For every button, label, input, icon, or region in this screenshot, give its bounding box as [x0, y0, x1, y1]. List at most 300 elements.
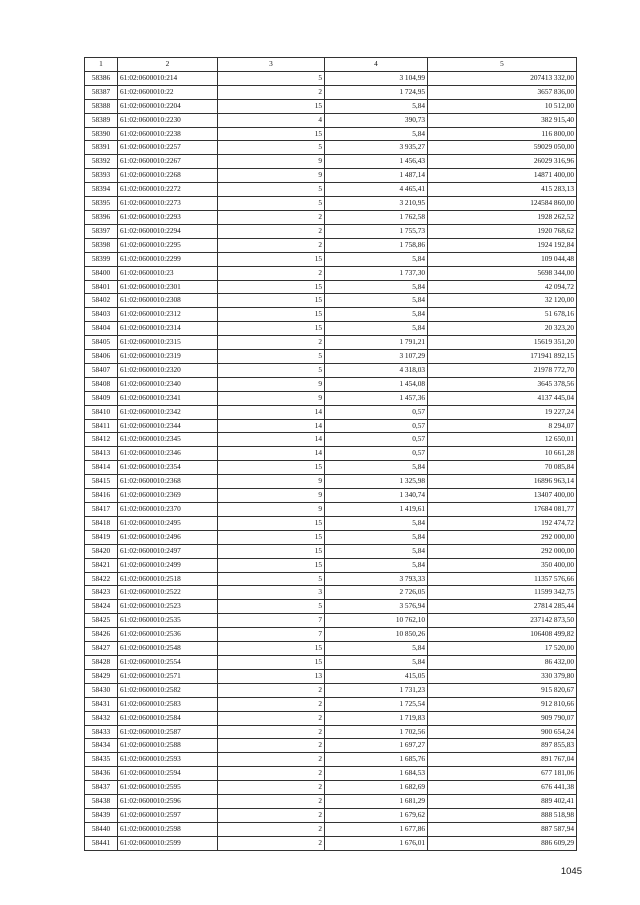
table-row [85, 308, 577, 322]
table-cell-col-4: 5,84 [325, 642, 428, 656]
table-cell-col-5: 415 283,13 [428, 183, 577, 197]
table-cell-col-5: 14871 400,00 [428, 169, 577, 183]
table-cell-col-1: 58395 [85, 197, 118, 211]
table-row [85, 475, 577, 489]
table-row [85, 224, 577, 238]
table-cell-col-4: 1 340,74 [325, 489, 428, 503]
table-cell-col-5: 1924 192,84 [428, 238, 577, 252]
table-cell-col-4: 3 935,27 [325, 141, 428, 155]
table-cell-col-3: 15 [218, 280, 325, 294]
table-cell-col-4: 10 762,10 [325, 614, 428, 628]
table-cell-col-2: 61:02:0600010:2594 [118, 767, 218, 781]
table-cell-col-5: 51 678,16 [428, 308, 577, 322]
table-cell-col-3: 15 [218, 655, 325, 669]
table-cell-col-2: 61:02:0600010:2267 [118, 155, 218, 169]
table-cell-col-1: 58403 [85, 308, 118, 322]
table-row [85, 169, 577, 183]
table-cell-col-5: 27814 285,44 [428, 600, 577, 614]
table-cell-col-2: 61:02:0600010:2294 [118, 224, 218, 238]
table-cell-col-3: 5 [218, 197, 325, 211]
column-header-2: 2 [118, 58, 218, 72]
table-row [85, 822, 577, 836]
table-row [85, 642, 577, 656]
table-cell-col-2: 61:02:0600010:2582 [118, 683, 218, 697]
table-cell-col-3: 2 [218, 210, 325, 224]
table-row [85, 141, 577, 155]
table-row [85, 447, 577, 461]
table-row [85, 739, 577, 753]
table-cell-col-3: 9 [218, 391, 325, 405]
table-cell-col-1: 58405 [85, 336, 118, 350]
table-cell-col-2: 61:02:0600010:2315 [118, 336, 218, 350]
table-cell-col-5: 3657 836,00 [428, 85, 577, 99]
table-cell-col-5: 912 810,66 [428, 697, 577, 711]
column-header-5: 5 [428, 58, 577, 72]
table-cell-col-5: 889 402,41 [428, 795, 577, 809]
table-row [85, 669, 577, 683]
table-cell-col-4: 5,84 [325, 294, 428, 308]
table-cell-col-4: 1 731,23 [325, 683, 428, 697]
table-cell-col-3: 9 [218, 475, 325, 489]
table-cell-col-2: 61:02:0600010:2268 [118, 169, 218, 183]
table-cell-col-5: 5698 344,00 [428, 266, 577, 280]
table-cell-col-4: 3 104,99 [325, 71, 428, 85]
table-cell-col-1: 58393 [85, 169, 118, 183]
table-cell-col-1: 58440 [85, 822, 118, 836]
table-cell-col-4: 1 762,58 [325, 210, 428, 224]
table-cell-col-3: 14 [218, 433, 325, 447]
table-row [85, 711, 577, 725]
table-cell-col-1: 58437 [85, 781, 118, 795]
table-cell-col-2: 61:02:0600010:2340 [118, 377, 218, 391]
table-cell-col-2: 61:02:0600010:2312 [118, 308, 218, 322]
table-cell-col-4: 10 850,26 [325, 628, 428, 642]
table-cell-col-4: 0,57 [325, 433, 428, 447]
table-cell-col-1: 58392 [85, 155, 118, 169]
table-cell-col-1: 58402 [85, 294, 118, 308]
table-cell-col-5: 42 094,72 [428, 280, 577, 294]
table-cell-col-1: 58394 [85, 183, 118, 197]
table-cell-col-5: 17 520,00 [428, 642, 577, 656]
table-cell-col-2: 61:02:0600010:2238 [118, 127, 218, 141]
table-cell-col-5: 116 800,00 [428, 127, 577, 141]
table-cell-col-2: 61:02:0600010:2368 [118, 475, 218, 489]
table-cell-col-5: 350 400,00 [428, 558, 577, 572]
table-row [85, 697, 577, 711]
table-cell-col-1: 58426 [85, 628, 118, 642]
table-cell-col-5: 237142 873,50 [428, 614, 577, 628]
table-cell-col-4: 1 487,14 [325, 169, 428, 183]
table-cell-col-1: 58396 [85, 210, 118, 224]
table-cell-col-4: 0,57 [325, 447, 428, 461]
table-cell-col-2: 61:02:0600010:2554 [118, 655, 218, 669]
table-cell-col-5: 20 323,20 [428, 322, 577, 336]
table-row [85, 127, 577, 141]
table-cell-col-1: 58441 [85, 836, 118, 850]
table-cell-col-3: 15 [218, 516, 325, 530]
table-cell-col-4: 4 465,41 [325, 183, 428, 197]
table-cell-col-5: 887 587,94 [428, 822, 577, 836]
table-cell-col-5: 1928 262,52 [428, 210, 577, 224]
table-cell-col-1: 58429 [85, 669, 118, 683]
table-cell-col-1: 58397 [85, 224, 118, 238]
table-cell-col-1: 58412 [85, 433, 118, 447]
table-row [85, 781, 577, 795]
table-cell-col-3: 15 [218, 530, 325, 544]
table-cell-col-4: 3 107,29 [325, 350, 428, 364]
table-cell-col-4: 1 719,83 [325, 711, 428, 725]
table-cell-col-3: 2 [218, 697, 325, 711]
table-row [85, 433, 577, 447]
table-cell-col-4: 5,84 [325, 322, 428, 336]
table-cell-col-4: 1 682,69 [325, 781, 428, 795]
table-cell-col-3: 2 [218, 836, 325, 850]
table-cell-col-4: 1 677,86 [325, 822, 428, 836]
table-cell-col-2: 61:02:0600010:2584 [118, 711, 218, 725]
table-cell-col-3: 2 [218, 781, 325, 795]
table-cell-col-4: 4 318,03 [325, 363, 428, 377]
table-cell-col-1: 58406 [85, 350, 118, 364]
table-cell-col-2: 61:02:0600010:2370 [118, 503, 218, 517]
table-cell-col-2: 61:02:0600010:2344 [118, 419, 218, 433]
table-row [85, 767, 577, 781]
table-cell-col-2: 61:02:0600010:2342 [118, 405, 218, 419]
table-cell-col-1: 58420 [85, 544, 118, 558]
table-cell-col-1: 58436 [85, 767, 118, 781]
table-cell-col-2: 61:02:0600010:2587 [118, 725, 218, 739]
table-cell-col-1: 58401 [85, 280, 118, 294]
table-cell-col-3: 2 [218, 683, 325, 697]
table-cell-col-3: 15 [218, 99, 325, 113]
table-cell-col-3: 5 [218, 572, 325, 586]
table-cell-col-5: 70 085,84 [428, 461, 577, 475]
table-cell-col-2: 61:02:0600010:2597 [118, 808, 218, 822]
table-cell-col-3: 15 [218, 294, 325, 308]
table-cell-col-3: 13 [218, 669, 325, 683]
table-cell-col-4: 1 684,53 [325, 767, 428, 781]
table-cell-col-5: 19 227,24 [428, 405, 577, 419]
table-cell-col-3: 3 [218, 586, 325, 600]
table-cell-col-2: 61:02:0600010:2295 [118, 238, 218, 252]
table-cell-col-2: 61:02:0600010:2257 [118, 141, 218, 155]
table-cell-col-2: 61:02:0600010:2588 [118, 739, 218, 753]
table-cell-col-3: 9 [218, 169, 325, 183]
table-cell-col-3: 15 [218, 642, 325, 656]
table-row [85, 155, 577, 169]
table-row [85, 572, 577, 586]
table-cell-col-5: 21978 772,70 [428, 363, 577, 377]
table-cell-col-1: 58433 [85, 725, 118, 739]
table-row [85, 266, 577, 280]
table-cell-col-4: 415,05 [325, 669, 428, 683]
table-cell-col-1: 58421 [85, 558, 118, 572]
table-row [85, 808, 577, 822]
table-cell-col-5: 3645 378,56 [428, 377, 577, 391]
column-header-3: 3 [218, 58, 325, 72]
table-cell-col-1: 58388 [85, 99, 118, 113]
table-cell-col-2: 61:02:0600010:2314 [118, 322, 218, 336]
table-row [85, 683, 577, 697]
table-cell-col-5: 32 120,00 [428, 294, 577, 308]
table-row [85, 503, 577, 517]
table-cell-col-5: 16896 963,14 [428, 475, 577, 489]
table-row [85, 336, 577, 350]
table-cell-col-4: 3 576,94 [325, 600, 428, 614]
table-cell-col-2: 61:02:0600010:2571 [118, 669, 218, 683]
table-cell-col-5: 11599 342,75 [428, 586, 577, 600]
table-cell-col-5: 59029 050,00 [428, 141, 577, 155]
table-cell-col-2: 61:02:0600010:2536 [118, 628, 218, 642]
table-cell-col-3: 2 [218, 224, 325, 238]
table-cell-col-5: 12 650,01 [428, 433, 577, 447]
table-cell-col-5: 676 441,38 [428, 781, 577, 795]
table-cell-col-5: 292 000,00 [428, 544, 577, 558]
table-cell-col-5: 207413 332,00 [428, 71, 577, 85]
table-cell-col-1: 58408 [85, 377, 118, 391]
table-row [85, 530, 577, 544]
table-row [85, 405, 577, 419]
table-row [85, 280, 577, 294]
table-cell-col-4: 5,84 [325, 558, 428, 572]
table-cell-col-2: 61:02:0600010:2369 [118, 489, 218, 503]
table-cell-col-3: 7 [218, 614, 325, 628]
table-cell-col-2: 61:02:0600010:2341 [118, 391, 218, 405]
table-cell-col-5: 86 432,00 [428, 655, 577, 669]
table-cell-col-1: 58411 [85, 419, 118, 433]
table-cell-col-4: 5,84 [325, 99, 428, 113]
table-row [85, 252, 577, 266]
table-cell-col-2: 61:02:0600010:2301 [118, 280, 218, 294]
table-cell-col-1: 58391 [85, 141, 118, 155]
table-row [85, 836, 577, 850]
data-table [84, 57, 577, 851]
table-cell-col-3: 2 [218, 822, 325, 836]
table-cell-col-2: 61:02:0600010:22 [118, 85, 218, 99]
table-cell-col-3: 2 [218, 85, 325, 99]
table-cell-col-4: 5,84 [325, 544, 428, 558]
table-cell-col-4: 1 725,54 [325, 697, 428, 711]
table-cell-col-3: 9 [218, 503, 325, 517]
table-cell-col-3: 9 [218, 489, 325, 503]
table-cell-col-5: 292 000,00 [428, 530, 577, 544]
table-cell-col-1: 58439 [85, 808, 118, 822]
table-cell-col-4: 1 456,43 [325, 155, 428, 169]
table-cell-col-4: 1 758,86 [325, 238, 428, 252]
table-cell-col-5: 10 661,28 [428, 447, 577, 461]
column-header-4: 4 [325, 58, 428, 72]
table-cell-col-4: 5,84 [325, 461, 428, 475]
table-cell-col-4: 0,57 [325, 419, 428, 433]
table-row [85, 461, 577, 475]
table-cell-col-2: 61:02:0600010:2522 [118, 586, 218, 600]
table-cell-col-1: 58407 [85, 363, 118, 377]
table-cell-col-4: 1 676,01 [325, 836, 428, 850]
table-cell-col-2: 61:02:0600010:2272 [118, 183, 218, 197]
table-row [85, 655, 577, 669]
table-row [85, 419, 577, 433]
table-cell-col-3: 2 [218, 238, 325, 252]
table-body [85, 71, 577, 850]
table-cell-col-2: 61:02:0600010:2320 [118, 363, 218, 377]
table-cell-col-4: 1 685,76 [325, 753, 428, 767]
table-cell-col-5: 897 855,83 [428, 739, 577, 753]
table-cell-col-1: 58430 [85, 683, 118, 697]
table-cell-col-1: 58413 [85, 447, 118, 461]
table-cell-col-4: 5,84 [325, 280, 428, 294]
table-cell-col-2: 61:02:0600010:214 [118, 71, 218, 85]
table-cell-col-4: 5,84 [325, 655, 428, 669]
table-cell-col-4: 1 681,29 [325, 795, 428, 809]
table-cell-col-3: 5 [218, 71, 325, 85]
table-cell-col-3: 5 [218, 183, 325, 197]
table-cell-col-5: 900 654,24 [428, 725, 577, 739]
column-header-1: 1 [85, 58, 118, 72]
table-cell-col-1: 58424 [85, 600, 118, 614]
table-cell-col-3: 15 [218, 127, 325, 141]
table-cell-col-3: 2 [218, 808, 325, 822]
table-cell-col-2: 61:02:0600010:2293 [118, 210, 218, 224]
table-cell-col-5: 10 512,00 [428, 99, 577, 113]
table-cell-col-2: 61:02:0600010:2523 [118, 600, 218, 614]
table-cell-col-3: 2 [218, 336, 325, 350]
table-cell-col-4: 5,84 [325, 516, 428, 530]
table-cell-col-2: 61:02:0600010:2595 [118, 781, 218, 795]
table-cell-col-4: 1 697,27 [325, 739, 428, 753]
table-cell-col-4: 1 454,08 [325, 377, 428, 391]
table-cell-col-2: 61:02:0600010:2346 [118, 447, 218, 461]
table-cell-col-3: 5 [218, 600, 325, 614]
table-cell-col-1: 58418 [85, 516, 118, 530]
table-cell-col-4: 3 210,95 [325, 197, 428, 211]
table-cell-col-3: 15 [218, 322, 325, 336]
table-cell-col-4: 5,84 [325, 530, 428, 544]
table-cell-col-3: 2 [218, 767, 325, 781]
table-cell-col-5: 4137 445,04 [428, 391, 577, 405]
table-cell-col-2: 61:02:0600010:2204 [118, 99, 218, 113]
table-cell-col-4: 5,84 [325, 308, 428, 322]
header-row [85, 58, 577, 72]
table-cell-col-2: 61:02:0600010:2548 [118, 642, 218, 656]
table-row [85, 99, 577, 113]
table-row [85, 586, 577, 600]
table-cell-col-1: 58415 [85, 475, 118, 489]
table-row [85, 183, 577, 197]
table-cell-col-3: 2 [218, 753, 325, 767]
table-cell-col-5: 26029 316,96 [428, 155, 577, 169]
table-cell-col-2: 61:02:0600010:2497 [118, 544, 218, 558]
table-row [85, 197, 577, 211]
table-cell-col-2: 61:02:0600010:2518 [118, 572, 218, 586]
table-cell-col-3: 5 [218, 141, 325, 155]
table-cell-col-1: 58438 [85, 795, 118, 809]
table-cell-col-2: 61:02:0600010:2598 [118, 822, 218, 836]
table-cell-col-5: 109 044,48 [428, 252, 577, 266]
table-cell-col-3: 4 [218, 113, 325, 127]
table-row [85, 753, 577, 767]
table-cell-col-3: 14 [218, 405, 325, 419]
table-cell-col-5: 192 474,72 [428, 516, 577, 530]
table-row [85, 391, 577, 405]
table-cell-col-2: 61:02:0600010:2319 [118, 350, 218, 364]
table-cell-col-2: 61:02:0600010:2496 [118, 530, 218, 544]
table-cell-col-4: 1 679,62 [325, 808, 428, 822]
table-cell-col-3: 2 [218, 795, 325, 809]
table-cell-col-1: 58427 [85, 642, 118, 656]
page-number: 1045 [560, 866, 582, 877]
table-cell-col-4: 0,57 [325, 405, 428, 419]
table-cell-col-1: 58416 [85, 489, 118, 503]
table-cell-col-5: 124584 860,00 [428, 197, 577, 211]
table-cell-col-5: 330 379,80 [428, 669, 577, 683]
table-cell-col-1: 58390 [85, 127, 118, 141]
table-cell-col-1: 58425 [85, 614, 118, 628]
table-cell-col-4: 3 793,33 [325, 572, 428, 586]
table-row [85, 516, 577, 530]
table-cell-col-1: 58434 [85, 739, 118, 753]
table-row [85, 363, 577, 377]
table-cell-col-3: 15 [218, 308, 325, 322]
table-row [85, 238, 577, 252]
table-cell-col-2: 61:02:0600010:2230 [118, 113, 218, 127]
table-cell-col-3: 2 [218, 711, 325, 725]
table-cell-col-3: 14 [218, 447, 325, 461]
table-cell-col-4: 390,73 [325, 113, 428, 127]
table-cell-col-5: 171941 892,15 [428, 350, 577, 364]
table-cell-col-4: 1 457,36 [325, 391, 428, 405]
table-cell-col-1: 58404 [85, 322, 118, 336]
table-cell-col-1: 58389 [85, 113, 118, 127]
table-cell-col-3: 2 [218, 266, 325, 280]
table-cell-col-3: 7 [218, 628, 325, 642]
table-cell-col-4: 2 726,05 [325, 586, 428, 600]
table-row [85, 544, 577, 558]
table-cell-col-1: 58428 [85, 655, 118, 669]
table-cell-col-1: 58386 [85, 71, 118, 85]
table-cell-col-5: 382 915,40 [428, 113, 577, 127]
table-cell-col-1: 58419 [85, 530, 118, 544]
table-cell-col-2: 61:02:0600010:2593 [118, 753, 218, 767]
table-cell-col-4: 1 419,61 [325, 503, 428, 517]
table-cell-col-1: 58400 [85, 266, 118, 280]
table-row [85, 113, 577, 127]
table-cell-col-1: 58423 [85, 586, 118, 600]
table-row [85, 322, 577, 336]
table-cell-col-4: 1 325,98 [325, 475, 428, 489]
table-row [85, 600, 577, 614]
table-cell-col-5: 1920 768,62 [428, 224, 577, 238]
table-cell-col-1: 58422 [85, 572, 118, 586]
table-row [85, 71, 577, 85]
table-cell-col-1: 58399 [85, 252, 118, 266]
table-cell-col-5: 886 609,29 [428, 836, 577, 850]
table-cell-col-5: 8 294,07 [428, 419, 577, 433]
table-row [85, 558, 577, 572]
table-cell-col-4: 1 791,21 [325, 336, 428, 350]
table-cell-col-2: 61:02:0600010:2308 [118, 294, 218, 308]
table-cell-col-5: 11357 576,66 [428, 572, 577, 586]
table-row [85, 725, 577, 739]
table-cell-col-3: 14 [218, 419, 325, 433]
table-cell-col-5: 13407 400,00 [428, 489, 577, 503]
table-row [85, 628, 577, 642]
table-cell-col-1: 58409 [85, 391, 118, 405]
table-cell-col-5: 15619 351,20 [428, 336, 577, 350]
table-cell-col-4: 1 737,30 [325, 266, 428, 280]
table-cell-col-1: 58432 [85, 711, 118, 725]
table-cell-col-2: 61:02:0600010:2535 [118, 614, 218, 628]
table-cell-col-2: 61:02:0600010:2583 [118, 697, 218, 711]
table-cell-col-1: 58387 [85, 85, 118, 99]
